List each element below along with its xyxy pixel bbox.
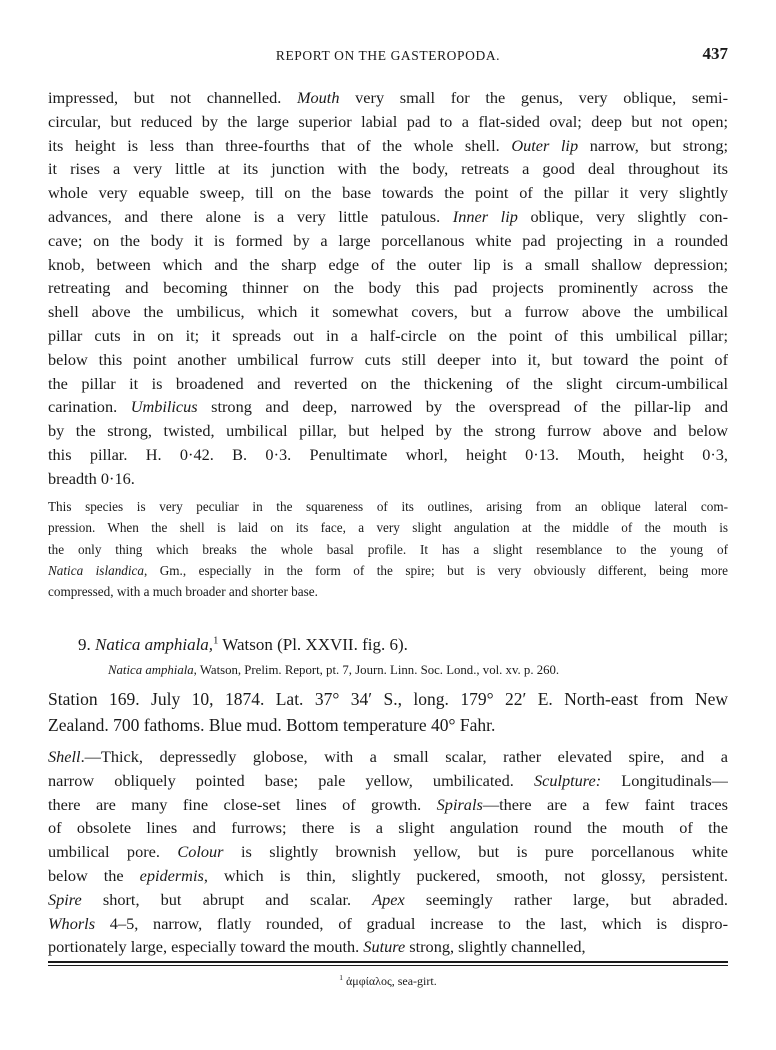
description-emphasis: Inner lip xyxy=(452,206,518,226)
footnote-reference: 1 xyxy=(213,635,219,647)
shell-emphasis: Whorls xyxy=(48,913,96,933)
description-emphasis: Outer lip xyxy=(511,135,579,155)
description-line xyxy=(48,205,728,229)
description-line xyxy=(48,300,728,324)
station-paragraph xyxy=(48,686,728,738)
shell-line xyxy=(48,793,728,817)
species-name: Natica amphiala, xyxy=(95,635,214,654)
description-text: knob, between which and the sharp edge of the outer lip is a small shallow depression; xyxy=(48,254,728,274)
remark-text: This species is very peculiar in the squareness of its outlines, arising from an oblique lateral com- xyxy=(48,499,728,514)
station-text: Zealand. 700 fathoms. Blue mud. Bottom temperature 40° Fahr. xyxy=(48,715,496,735)
description-text: the pillar it is broadened and reverted on the thickening of the slight circum-umbilical xyxy=(48,373,728,393)
shell-text: narrow obliquely pointed base; pale yellow, umbilicated. xyxy=(48,770,534,790)
shell-text: short, but abrupt and scalar. xyxy=(81,889,373,909)
description-line xyxy=(48,276,728,300)
citation-reference: , Watson, Prelim. Report, pt. 7, Journ. Linn. Soc. Lond., vol. xv. p. 260. xyxy=(193,663,560,677)
footnote-rule xyxy=(48,961,728,963)
running-head xyxy=(48,44,728,68)
shell-text: portionately large, especially toward the mouth. xyxy=(48,937,364,957)
shell-text: .—Thick, depressedly globose, with a small scalar, rather elevated spire, and a xyxy=(80,747,728,766)
description-text: very small for the genus, very oblique, semi- xyxy=(339,88,728,107)
description-text: its height is less than three-fourths that of the whole shell. xyxy=(48,135,512,155)
description-emphasis: Umbilicus xyxy=(130,397,198,417)
shell-line xyxy=(48,840,728,864)
remark-line xyxy=(48,496,728,517)
shell-emphasis: epidermis xyxy=(139,865,204,885)
species-number: 9. xyxy=(78,635,91,654)
remark-line xyxy=(48,560,728,581)
page-number: 437 xyxy=(702,44,728,63)
remark-line xyxy=(48,539,728,560)
description-text: this pillar. H. 0·42. B. 0·3. Penultimate whorl, height 0·13. Mouth, height 0·3, xyxy=(48,444,728,464)
remark-text: compressed, with a much broader and shorter base. xyxy=(48,584,318,600)
remark-paragraph xyxy=(48,496,728,602)
remark-emphasis: Natica islandica xyxy=(48,562,144,578)
shell-emphasis: Spirals xyxy=(436,794,483,814)
shell-text: of obsolete lines and furrows; there is a slight angulation round the mouth of the xyxy=(48,818,728,838)
description-line xyxy=(48,467,728,491)
shell-text: strong, slightly channelled, xyxy=(405,937,586,957)
description-line xyxy=(48,324,728,348)
footnote xyxy=(0,973,776,989)
description-text: retreating and becoming thinner on the body this pad projects prominently across the xyxy=(48,278,728,298)
description-line xyxy=(48,348,728,372)
description-paragraph xyxy=(48,86,728,491)
shell-text: below the xyxy=(48,865,140,885)
shell-emphasis: Apex xyxy=(372,889,405,909)
description-line xyxy=(48,110,728,134)
remark-text: the only thing which breaks the whole basal profile. It has a slight resemblance to the young of xyxy=(48,541,728,557)
shell-text: , which is thin, slightly puckered, smooth, not glossy, persistent. xyxy=(203,865,728,885)
shell-text: umbilical pore. xyxy=(48,842,178,862)
description-line xyxy=(48,395,728,419)
description-text: cave; on the body it is formed by a large porcellanous white pad projecting in a rounded xyxy=(48,230,728,250)
description-text: pillar cuts in on it; it spreads out in a half-circle on the point of this umbilical pillar; xyxy=(48,325,728,345)
shell-text: Longitudinals— xyxy=(601,770,728,790)
shell-line xyxy=(48,769,728,793)
running-head-title: REPORT ON THE GASTEROPODA. xyxy=(275,48,501,63)
description-line xyxy=(48,134,728,158)
shell-text: there are many fine close-set lines of growth. xyxy=(48,794,437,814)
shell-text: is slightly brownish yellow, but is pure porcellanous white xyxy=(223,842,728,862)
description-line xyxy=(48,253,728,277)
description-line xyxy=(48,443,728,467)
station-text: Station 169. July 10, 1874. Lat. 37° 34′ S., long. 179° 22′ E. North-east from New xyxy=(48,689,728,709)
description-text: oblique, very slightly con- xyxy=(517,206,728,226)
station-line xyxy=(48,712,728,738)
shell-emphasis: Suture xyxy=(363,937,406,957)
description-line xyxy=(48,419,728,443)
description-text: below this point another umbilical furrow cuts still deeper into it, but toward the point of xyxy=(48,349,728,369)
footnote-text: ἀμφίαλος, sea-girt. xyxy=(343,974,437,988)
description-line xyxy=(48,181,728,205)
remark-text: , Gm., especially in the form of the spire; but is very obviously different, being more xyxy=(144,562,728,578)
description-text: whole very equable sweep, till on the base towards the point of the pillar it very slightly xyxy=(48,183,728,203)
species-citation xyxy=(108,661,728,679)
species-heading xyxy=(78,633,728,657)
description-emphasis: Mouth xyxy=(296,88,340,107)
description-text: it rises a very little at its junction with the body, retreats a good deal throughout its xyxy=(48,159,728,179)
shell-text: seemingly rather large, but abraded. xyxy=(404,889,728,909)
description-line xyxy=(48,229,728,253)
shell-line xyxy=(48,864,728,888)
description-line xyxy=(48,157,728,181)
description-text: strong and deep, narrowed by the overspread of the pillar-lip and xyxy=(197,397,728,417)
shell-line xyxy=(48,912,728,936)
citation-name: Natica amphiala xyxy=(108,663,194,677)
remark-text: pression. When the shell is laid on its face, a very slight angulation at the middle of the mouth is xyxy=(48,520,728,536)
shell-emphasis: Spire xyxy=(48,889,82,909)
footnote-rule-thin xyxy=(48,965,728,966)
description-text: shell above the umbilicus, which it somewhat covers, but a furrow above the umbilical xyxy=(48,302,728,322)
shell-paragraph xyxy=(48,745,728,959)
remark-line xyxy=(48,581,728,602)
station-line xyxy=(48,686,728,712)
footnote-mark: 1 xyxy=(339,973,343,982)
shell-text: 4–5, narrow, flatly rounded, of gradual increase to the last, which is dispro- xyxy=(95,913,728,933)
description-text: carination. xyxy=(48,397,131,417)
shell-emphasis: Shell xyxy=(48,747,81,766)
shell-line xyxy=(48,745,728,769)
description-text: circular, but reduced by the large superior labial pad to a flat-sided oval; deep but not open; xyxy=(48,111,728,131)
shell-line xyxy=(48,816,728,840)
shell-emphasis: Sculpture: xyxy=(533,770,602,790)
description-text: breadth 0·16. xyxy=(48,468,135,488)
description-text: by the strong, twisted, umbilical pillar, but helped by the strong furrow above and below xyxy=(48,421,728,441)
description-line xyxy=(48,86,728,110)
shell-line xyxy=(48,935,728,959)
shell-emphasis: Colour xyxy=(177,842,224,862)
description-text: impressed, but not channelled. xyxy=(48,88,297,107)
description-line xyxy=(48,372,728,396)
remark-line xyxy=(48,517,728,538)
shell-text: —there are a few faint traces xyxy=(482,794,728,814)
species-author-plate: Watson (Pl. XXVII. fig. 6). xyxy=(218,635,408,654)
description-text: advances, and there alone is a very little patulous. xyxy=(48,206,453,226)
shell-line xyxy=(48,888,728,912)
description-text: narrow, but strong; xyxy=(578,135,728,155)
